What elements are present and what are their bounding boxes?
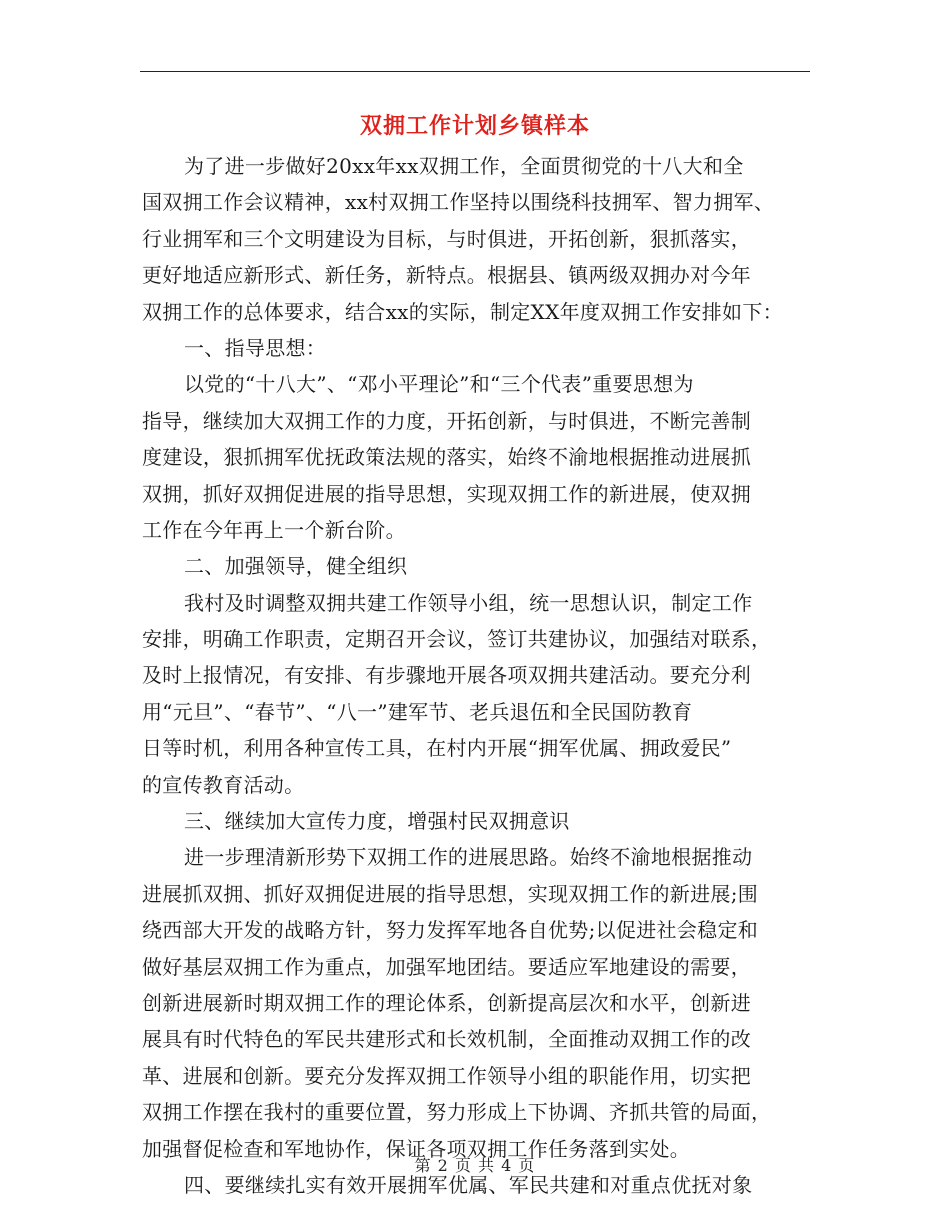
paragraph-line: 为了进一步做好20xx年xx双拥工作，全面贯彻党的十八大和全 <box>184 154 744 178</box>
paragraph-line: 以党的“十八大”、“邓小平理论”和“三个代表”重要思想为 <box>184 372 694 397</box>
paragraph-line: 展具有时代特色的军民共建形式和长效机制，全面推动双拥工作的改 <box>142 1027 751 1052</box>
paragraph-line: 创新进展新时期双拥工作的理论体系，创新提高层次和水平，创新进 <box>142 990 751 1015</box>
header-rule <box>140 71 810 72</box>
section-heading: 一、指导思想： <box>184 335 327 360</box>
paragraph-line: 双拥工作摆在我村的重要位置，努力形成上下协调、齐抓共管的局面， <box>142 1100 772 1125</box>
section-heading: 二、加强领导，健全组织 <box>184 554 408 579</box>
section-heading: 三、继续加大宣传力度，增强村民双拥意识 <box>184 809 570 834</box>
paragraph-line: 进展抓双拥、抓好双拥促进展的指导思想，实现双拥工作的新进展;围 <box>142 881 759 906</box>
paragraph-line: 更好地适应新形式、新任务，新特点。根据县、镇两级双拥办对今年 <box>142 263 751 288</box>
paragraph-line: 指导，继续加大双拥工作的力度，开拓创新，与时俱进，不断完善制 <box>142 408 751 433</box>
paragraph-line: 度建设，狠抓拥军优抚政策法规的落实，始终不渝地根据推动进展抓 <box>142 445 751 470</box>
paragraph-line: 国双拥工作会议精神，xx村双拥工作坚持以围绕科技拥军、智力拥军、 <box>142 190 775 215</box>
paragraph-line: 行业拥军和三个文明建设为目标，与时俱进，开拓创新，狠抓落实， <box>142 226 751 251</box>
paragraph-line: 革、进展和创新。要充分发挥双拥工作领导小组的职能作用，切实把 <box>142 1063 751 1088</box>
paragraph-line: 加强督促检查和军地协作，保证各项双拥工作任务落到实处。 <box>142 1136 691 1161</box>
paragraph-line: 双拥，抓好双拥促进展的指导思想，实现双拥工作的新进展，使双拥 <box>142 481 751 506</box>
paragraph-line: 做好基层双拥工作为重点，加强军地团结。要适应军地建设的需要， <box>142 954 751 979</box>
paragraph-line: 安排，明确工作职责，定期召开会议，签订共建协议，加强结对联系， <box>142 627 772 652</box>
paragraph-line: 日等时机，利用各种宣传工具，在村内开展“拥军优属、拥政爱民” <box>142 736 732 761</box>
document-title: 双拥工作计划乡镇样本 <box>359 113 590 139</box>
paragraph-line: 用“元旦”、“春节”、“八一”建军节、老兵退伍和全民国防教育 <box>142 699 693 724</box>
paragraph-line: 工作在今年再上一个新台阶。 <box>142 517 406 542</box>
paragraph-line: 绕西部大开发的战略方针，努力发挥军地各自优势;以促进社会稳定和 <box>142 918 759 943</box>
section-heading: 四、要继续扎实有效开展拥军优属、军民共建和对重点优抚对象 <box>184 1172 753 1197</box>
document-body <box>142 148 822 1203</box>
paragraph-line: 及时上报情况，有安排、有步骤地开展各项双拥共建活动。要充分利 <box>142 663 751 688</box>
paragraph-line: 进一步理清新形势下双拥工作的进展思路。始终不渝地根据推动 <box>184 845 753 870</box>
page-footer: 第 2 页 共 4 页 <box>414 1156 536 1175</box>
paragraph-line: 双拥工作的总体要求，结合xx的实际，制定XX年度双拥工作安排如下： <box>142 299 783 324</box>
paragraph-line: 的宣传教育活动。 <box>142 772 305 797</box>
paragraph-line: 我村及时调整双拥共建工作领导小组，统一思想认识，制定工作 <box>184 590 753 615</box>
